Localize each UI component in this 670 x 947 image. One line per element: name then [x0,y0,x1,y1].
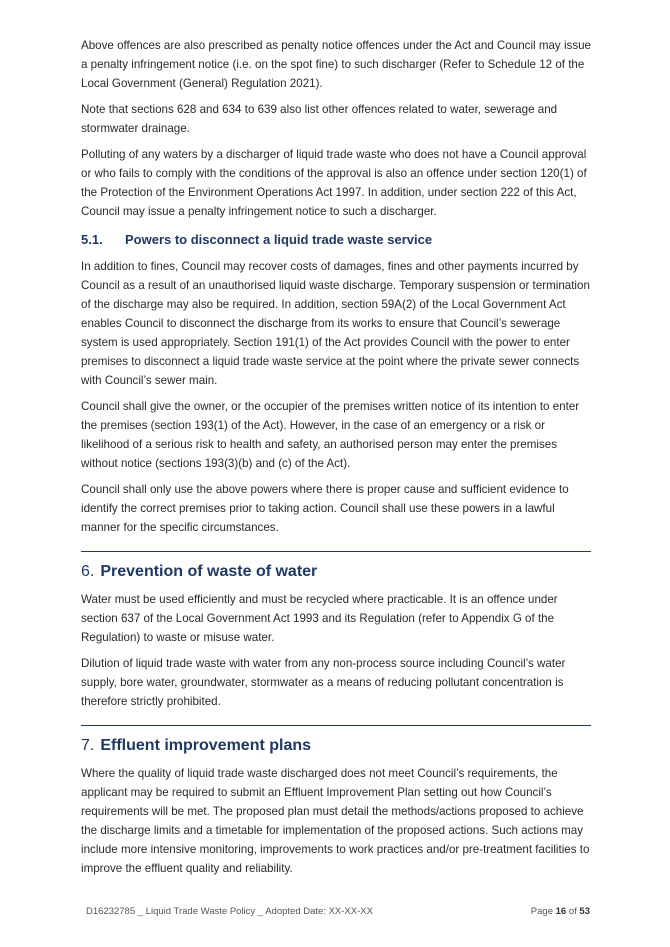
section-5-1-heading [81,231,591,249]
section-divider [81,725,591,726]
paragraph: Council shall only use the above powers where there is proper cause and sufficient evidence to identify the correct premises prior to taking action. Council shall use these powers in a lawful manner for the specific circumstances. [81,483,569,534]
section-number: 5.1. [81,232,103,247]
section-title: Effluent improvement plans [100,737,312,754]
section-7-heading [81,736,591,756]
page-footer [86,906,590,917]
page-label: Page [530,906,553,917]
document-page [81,36,591,885]
footer-doc-info: D16232785 _ Liquid Trade Waste Policy _ Adopted Date: XX-XX-XX [86,906,373,917]
paragraph: Council shall give the owner, or the occupier of the premises written notice of its intention to enter the premises (section 193(1) of the Act). However, in the case of an emergency or a risk or likelihood of a serious risk to health and safety, an authorised person may enter the premises without notice (sections 193(3)(b) and (c) of the Act). [81,400,580,470]
page-number: 16 [555,906,567,917]
section-number: 7. [81,737,95,754]
section-title: Powers to disconnect a liquid trade waste service [125,232,433,247]
of-label: of [568,906,577,917]
section-divider [81,551,591,552]
paragraph: Water must be used efficiently and must be recycled where practicable. It is an offence under section 637 of the Local Government Act 1993 and its Regulation (refer to Appendix G of the Regulation) to waste or misuse water. [81,593,558,644]
paragraph: In addition to fines, Council may recover costs of damages, fines and other payments incurred by Council as a result of an unauthorised liquid waste discharge. Temporary suspension or termination of the discharge may also be required. In addition, section 59A(2) of the Local Government Act enables Council to disconnect the discharge from its works to ensure that Council’s sewerage system is used appropriately. Section 191(1) of the Act provides Council with the power to enter premises to disconnect a liquid trade waste service at the point where the private sewer connects with Council’s sewer main. [81,260,590,387]
paragraph: Where the quality of liquid trade waste discharged does not meet Council’s requirements, the applicant may be required to submit an Effluent Improvement Plan setting out how Council’s requirements will be met. The proposed plan must detail the methods/actions proposed to achieve the discharge limits and a timetable for implementation of the proposed actions. Such actions may include more intensive monitoring, improvements to work practices and/or pre-treatment facilities to improve the effluent quality and reliability. [81,767,590,875]
section-title: Prevention of waste of water [100,563,318,580]
paragraph: Above offences are also prescribed as penalty notice offences under the Act and Council may issue a penalty infringement notice (i.e. on the spot fine) to such discharger (Refer to Schedule 12 of the Local Government (General) Regulation 2021). [81,39,592,90]
paragraph: Polluting of any waters by a discharger of liquid trade waste who does not have a Council approval or who fails to comply with the conditions of the approval is also an offence under section 120(1) of the Protection of the Environment Operations Act 1997. In addition, under section 222 of this Act, Council may issue a penalty infringement notice to such a discharger. [81,148,587,218]
section-number: 6. [81,563,95,580]
paragraph: Note that sections 628 and 634 to 639 also list other offences related to water, sewerage and stormwater drainage. [81,103,558,135]
section-6-heading [81,562,591,582]
footer-page-indicator [531,906,590,917]
page-total: 53 [579,906,590,917]
paragraph: Dilution of liquid trade waste with water from any non-process source including Council’s water supply, bore water, groundwater, stormwater as a means of reducing pollutant concentration is therefore strictly prohibited. [81,657,566,708]
